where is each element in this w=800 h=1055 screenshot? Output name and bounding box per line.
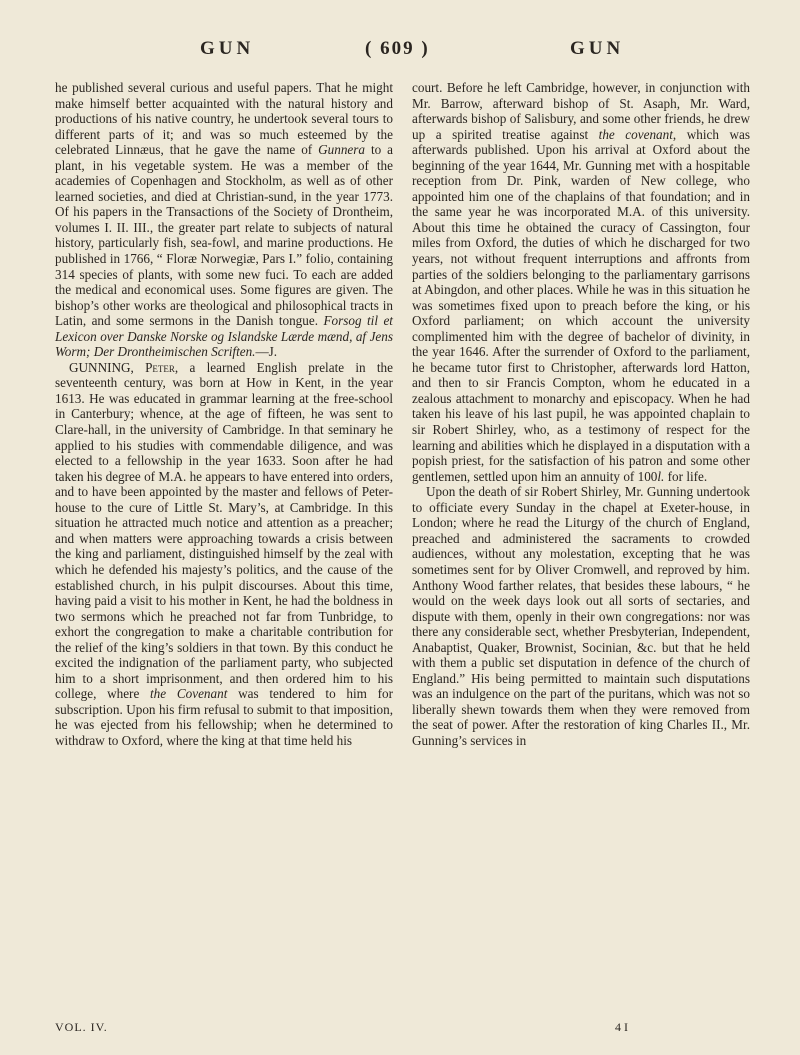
text-run: to a plant, in his vegetable system. He was a member of the academies of Copenhagen and Stockholm, as well as of other learned societies, and died at Christian-sund, in the year 1773. Of his papers in the Transactions of the Society of Drontheim, volumes I. II. III., the greater part relate to subjects of natural history, particularly fish, sea-fowl, and marine productions. He published in 1766, “ Floræ Norwegiæ, Pars I.” folio, containing 314 species of plants, with some new fuci. To each are added the medical and economical uses. Some figures are given. The bishop’s other works are theological and philosophical tracts in Latin, and some sermons in the Danish tongue. bbox=[55, 142, 393, 329]
text-run: Gunnera bbox=[318, 142, 366, 158]
text-run: —J. bbox=[255, 344, 278, 360]
signature-mark: 4 I bbox=[615, 1020, 628, 1034]
paragraph bbox=[412, 484, 750, 748]
paragraph bbox=[55, 360, 393, 749]
text-run: was tendered to him for subscription. Upon his firm refusal to submit to that imposition, he was ejected from his fellowship; when he determined to withdraw to Oxford, where the king at that time held his bbox=[55, 686, 394, 748]
text-run: he published several curious and useful papers. That he might make himself better acquainted with the natural history and productions of his native country, he undertook several tours to different parts of it; and was so much esteemed by the celebrated Linnæus, that he gave the name of bbox=[55, 80, 393, 158]
volume-label: VOL. IV. bbox=[55, 1020, 108, 1034]
text-run: the Covenant bbox=[150, 686, 228, 702]
text-run: , a learned English prelate in the seventeenth century, was born at How in Kent, in the year 1613. He was educated in grammar learning at the free-school in Canterbury; whence, at the age of fifteen, he was sent to Clare-hall, in the university of Cambridge. In that seminary he applied to his studies with commendable diligence, and was elected to a fellowship in the year 1633. Soon after he had taken his degree of M.A. he appears to have entered into orders, and to have been appointed by the master and fellows of Peter-house to the cure of Little St. Mary’s, at Cambridge. In this situation he attracted much notice and attention as a preacher; and when matters were approaching towards a crisis between the king and parliament, distinguished himself by the zeal with which he defended his majesty’s politics, and the cause of the established church, in his pulpit discourses. About this time, having paid a visit to his mother in Kent, he had the boldness in two sermons which he preached not far from Tunbridge, to exhort the congregation to make a charitable contribution for the relief of the king’s soldiers in that town. By this conduct he excited the indignation of the parliament party, who subjected him to a short imprisonment, and then ordered him to his college, where bbox=[55, 359, 393, 702]
running-head-left: GUN bbox=[200, 38, 255, 59]
text-run: for life. bbox=[664, 468, 708, 484]
paragraph bbox=[412, 80, 750, 484]
text-run: court. Before he left Cambridge, however, in conjunction with Mr. Barrow, afterward bishop of St. Asaph, Mr. Ward, afterwards bishop of Salisbury, and some other friends, he drew up a spirited treatise against bbox=[412, 80, 750, 142]
text-run: l. bbox=[657, 468, 665, 484]
paragraph bbox=[55, 80, 393, 360]
right-column bbox=[412, 80, 750, 749]
running-head-right: GUN bbox=[570, 38, 625, 59]
left-column bbox=[55, 80, 393, 749]
running-head bbox=[50, 38, 750, 66]
text-run: the covenant bbox=[598, 126, 673, 142]
text-run: Upon the death of sir Robert Shirley, Mr. Gunning undertook to officiate every Sunday in the chapel at Exeter-house, in London; where he read the Liturgy of the church of England, preached and administered the sacraments to crowded audiences, without any molestation, excepting that he was sometimes sent for by Oliver Cromwell, and reproved by him. Anthony Wood farther relates, that besides these labours, “ he would on the week days look out all sorts of sectaries, and dispute with them, openly in their own congregations: nor was there any considerable sect, whether Presbyterian, Independent, Anabaptist, Quaker, Brownist, Socinian, &c. but that he held with them a public set disputation in defence of the church of England.” His being permitted to maintain such disputations was an indulgence on the part of the puritans, which was not so liberally shewn towards them when they were removed from the seat of power. After the restoration of king Charles II., Mr. Gunning’s services in bbox=[412, 484, 750, 748]
page-footer bbox=[55, 1020, 755, 1038]
text-run: Forsog til et Lexicon over Danske Norske og Islandske Lærde mænd, af Jens Worm; Der Drontheimischen Scriften. bbox=[55, 313, 393, 360]
text-run: , which was afterwards published. Upon his arrival at Oxford about the beginning of the year 1644, Mr. Gunning met with a hospitable reception from Dr. Pink, warden of New college, who appointed him one of the chaplains of that foundation; and in the same year he was incorporated M.A. of this university. About this time he obtained the curacy of Cassington, four miles from Oxford, the duties of which he discharged for two years, not without frequent interruptions and affronts from parties of the soldiers belonging to the parliamentary garrisons at Abingdon, and other places. While he was in this situation he was sometimes fixed upon to preach before the king, or his Oxford parliament; on which account the university complimented him with the degree of bachelor of divinity, in the year 1646. After the surrender of Oxford to the parliament, he became tutor first to Christopher, afterwards lord Hatton, and then to sir Francis Compton, whom he educated in a zealous attachment to monarchy and episcopacy. When he had taken his leave of his last pupil, he was appointed chaplain to sir Robert Shirley, who, as a testimony of respect for the learning and abilities which he displayed in a disputation with a popish priest, for the satisfaction of his patron and some other gentlemen, settled upon him an annuity of 100 bbox=[412, 126, 750, 484]
text-run: GUNNING, Peter bbox=[69, 359, 175, 375]
page-number: ( 609 ) bbox=[365, 38, 430, 59]
